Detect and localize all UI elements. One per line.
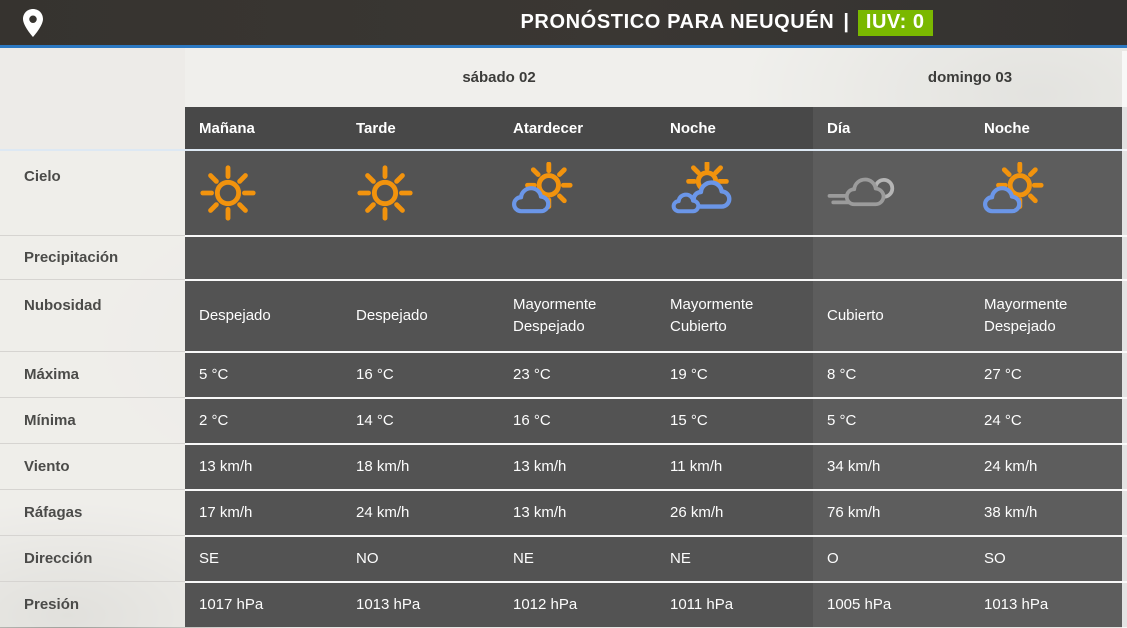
maxima-cell: 5 °C xyxy=(185,351,342,397)
presion-cell: 1012 hPa xyxy=(499,581,656,627)
row-rafagas xyxy=(0,489,1127,535)
nubosidad-cell: Despejado xyxy=(185,279,342,351)
maxima-cell: 23 °C xyxy=(499,351,656,397)
sun-behind-clouds-icon xyxy=(668,162,746,224)
column-header-noche-dom: Noche xyxy=(970,107,1127,149)
row-label-presion: Presión xyxy=(0,581,185,627)
direccion-cell: O xyxy=(813,535,970,581)
presion-cell: 1005 hPa xyxy=(813,581,970,627)
cielo-cell-tarde xyxy=(342,149,499,235)
windy-overcast-icon xyxy=(825,163,909,223)
sun-behind-cloud-icon xyxy=(982,162,1046,224)
column-header-atardecer: Atardecer xyxy=(499,107,656,149)
sunny-icon xyxy=(354,162,416,224)
row-label-viento: Viento xyxy=(0,443,185,489)
column-header-noche-sab: Noche xyxy=(656,107,813,149)
nubosidad-cell: Mayormente Cubierto xyxy=(656,279,813,351)
column-header-row xyxy=(0,107,1127,149)
rafagas-cell: 24 km/h xyxy=(342,489,499,535)
row-label-maxima: Máxima xyxy=(0,351,185,397)
precipitacion-cell xyxy=(499,235,656,279)
direccion-cell: SE xyxy=(185,535,342,581)
row-direccion xyxy=(0,535,1127,581)
maxima-cell: 19 °C xyxy=(656,351,813,397)
rafagas-cell: 76 km/h xyxy=(813,489,970,535)
row-label-direccion: Dirección xyxy=(0,535,185,581)
row-label-precipitacion: Precipitación xyxy=(0,235,185,279)
cielo-cell-noche-dom xyxy=(970,149,1127,235)
uv-index-badge: IUV: 0 xyxy=(858,10,933,36)
maxima-cell: 16 °C xyxy=(342,351,499,397)
row-viento xyxy=(0,443,1127,489)
nubosidad-cell: Despejado xyxy=(342,279,499,351)
direccion-cell: NE xyxy=(656,535,813,581)
direccion-cell: SO xyxy=(970,535,1127,581)
precipitacion-cell xyxy=(185,235,342,279)
row-nubosidad xyxy=(0,279,1127,351)
direccion-cell: NO xyxy=(342,535,499,581)
precipitacion-cell xyxy=(342,235,499,279)
column-header-spacer xyxy=(0,107,185,149)
row-label-nubosidad: Nubosidad xyxy=(0,279,185,351)
precipitacion-cell xyxy=(813,235,970,279)
row-label-minima: Mínima xyxy=(0,397,185,443)
row-presion xyxy=(0,581,1127,627)
nubosidad-cell: Mayormente Despejado xyxy=(499,279,656,351)
row-label-rafagas: Ráfagas xyxy=(0,489,185,535)
minima-cell: 16 °C xyxy=(499,397,656,443)
cielo-cell-atardecer xyxy=(499,149,656,235)
presion-cell: 1013 hPa xyxy=(970,581,1127,627)
nubosidad-cell: Mayormente Despejado xyxy=(970,279,1127,351)
forecast-title: PRONÓSTICO PARA NEUQUÉN xyxy=(520,11,835,33)
column-header-dia: Día xyxy=(813,107,970,149)
title-separator: | xyxy=(843,11,849,33)
rafagas-cell: 13 km/h xyxy=(499,489,656,535)
location-pin-icon[interactable] xyxy=(22,8,44,38)
minima-cell: 5 °C xyxy=(813,397,970,443)
viento-cell: 18 km/h xyxy=(342,443,499,489)
viento-cell: 13 km/h xyxy=(185,443,342,489)
viento-cell: 13 km/h xyxy=(499,443,656,489)
rafagas-cell: 26 km/h xyxy=(656,489,813,535)
presion-cell: 1011 hPa xyxy=(656,581,813,627)
cielo-cell-manana xyxy=(185,149,342,235)
column-header-manana: Mañana xyxy=(185,107,342,149)
cielo-cell-noche-sab xyxy=(656,149,813,235)
column-header-tarde: Tarde xyxy=(342,107,499,149)
day-header-row xyxy=(0,48,1127,107)
minima-cell: 15 °C xyxy=(656,397,813,443)
page-title xyxy=(44,10,1127,36)
sunny-icon xyxy=(197,162,259,224)
presion-cell: 1013 hPa xyxy=(342,581,499,627)
row-cielo xyxy=(0,149,1127,235)
precipitacion-cell xyxy=(970,235,1127,279)
table-right-border xyxy=(1122,51,1127,628)
minima-cell: 2 °C xyxy=(185,397,342,443)
precipitacion-cell xyxy=(656,235,813,279)
row-minima xyxy=(0,397,1127,443)
day-row-spacer xyxy=(0,48,185,107)
maxima-cell: 8 °C xyxy=(813,351,970,397)
maxima-cell: 27 °C xyxy=(970,351,1127,397)
row-maxima xyxy=(0,351,1127,397)
minima-cell: 14 °C xyxy=(342,397,499,443)
rafagas-cell: 17 km/h xyxy=(185,489,342,535)
header-bar xyxy=(0,0,1127,48)
cielo-cell-dia xyxy=(813,149,970,235)
sun-behind-cloud-icon xyxy=(511,162,575,224)
minima-cell: 24 °C xyxy=(970,397,1127,443)
viento-cell: 24 km/h xyxy=(970,443,1127,489)
direccion-cell: NE xyxy=(499,535,656,581)
presion-cell: 1017 hPa xyxy=(185,581,342,627)
row-label-cielo: Cielo xyxy=(0,149,185,235)
viento-cell: 34 km/h xyxy=(813,443,970,489)
day-header-sunday: domingo 03 xyxy=(813,48,1127,107)
day-header-saturday: sábado 02 xyxy=(185,48,813,107)
nubosidad-cell: Cubierto xyxy=(813,279,970,351)
rafagas-cell: 38 km/h xyxy=(970,489,1127,535)
row-precipitacion xyxy=(0,235,1127,279)
viento-cell: 11 km/h xyxy=(656,443,813,489)
